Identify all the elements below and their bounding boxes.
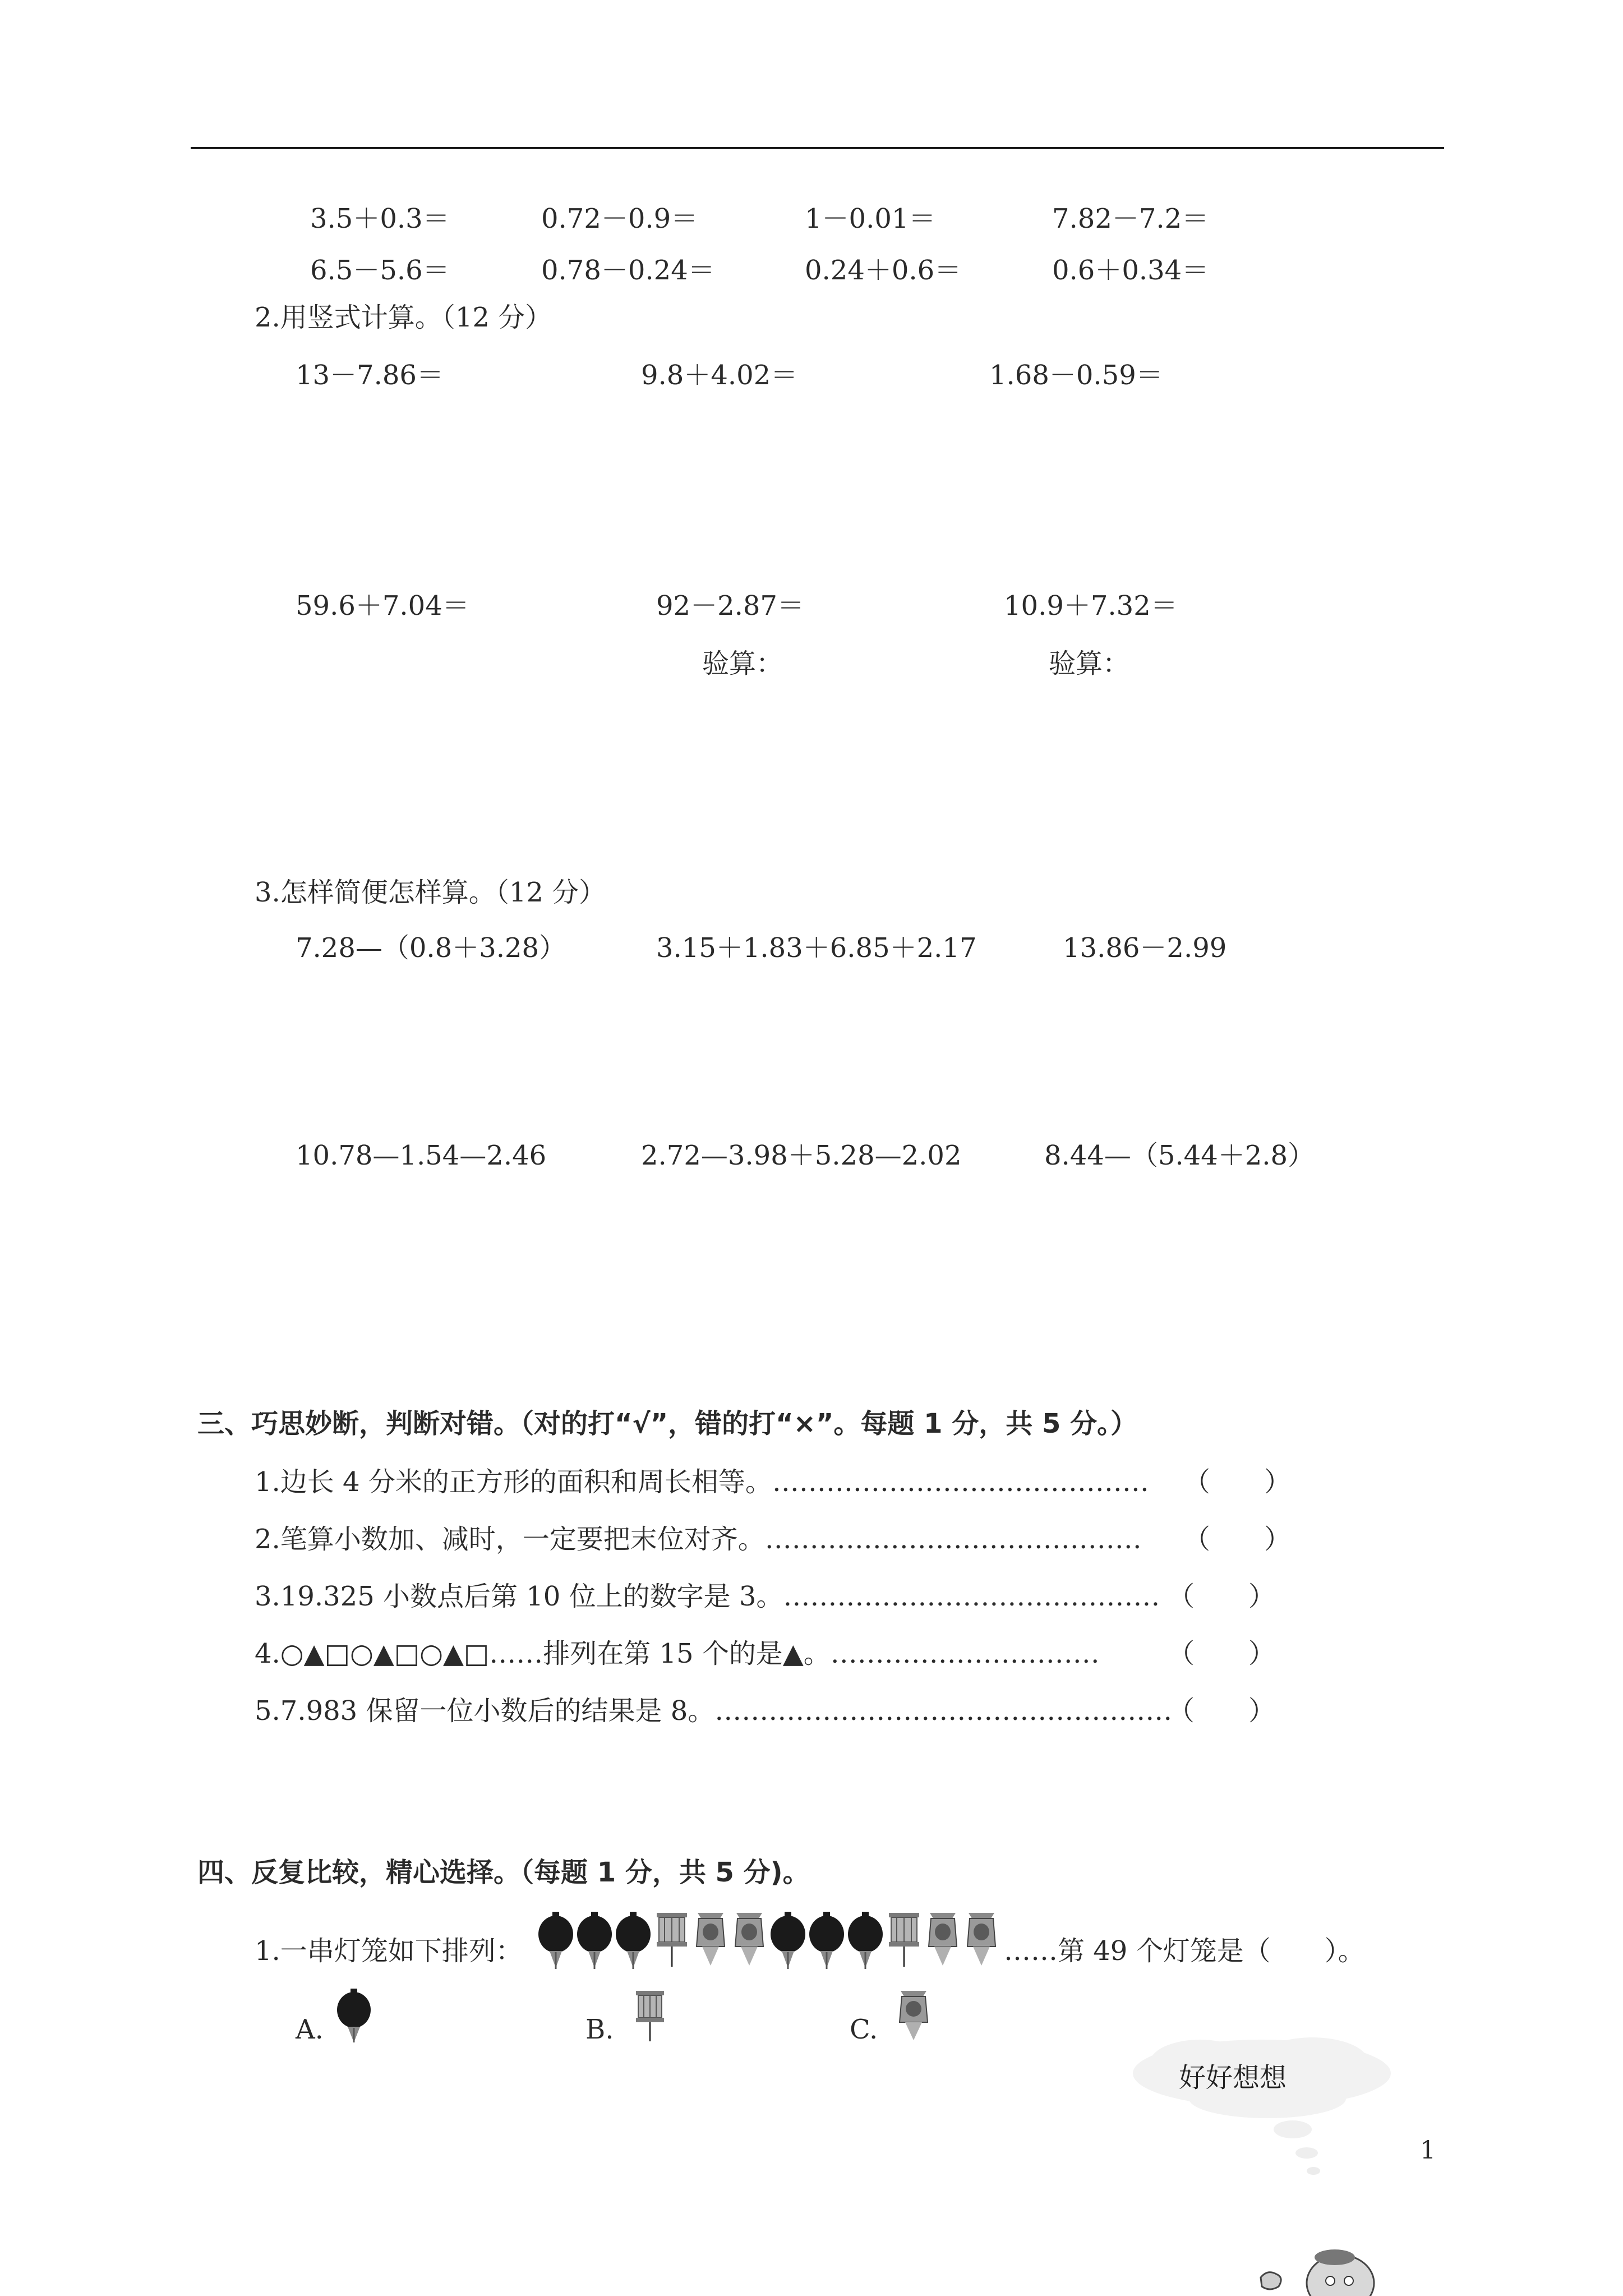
answer-blank[interactable]: （ ） bbox=[1168, 1638, 1276, 1669]
check-label: 验算： bbox=[1049, 648, 1130, 679]
oral-expr: 0.6＋0.34＝ bbox=[1052, 255, 1209, 286]
question-suffix: ……第 49 个灯笼是（ ）。 bbox=[1004, 1935, 1365, 1967]
answer-blank[interactable]: （ ） bbox=[1183, 1524, 1292, 1555]
oral-expr: 0.72－0.9＝ bbox=[541, 203, 698, 234]
round-lantern-icon bbox=[616, 1912, 651, 1969]
question-prefix: 1.一串灯笼如下排列： bbox=[255, 1935, 523, 1967]
page-number: 1 bbox=[1420, 2136, 1436, 2165]
judge-item: 1.边长 4 分米的正方形的面积和周长相等。…………………………………… bbox=[255, 1466, 1149, 1498]
check-label: 验算： bbox=[702, 648, 783, 679]
vertical-expr: 10.9＋7.32＝ bbox=[1004, 590, 1178, 622]
vertical-expr: 92－2.87＝ bbox=[656, 590, 804, 622]
header-rule bbox=[191, 147, 1444, 149]
round-lantern-icon bbox=[848, 1912, 883, 1969]
palace-lantern-icon bbox=[889, 1913, 919, 1967]
vertical-expr: 9.8＋4.02＝ bbox=[641, 360, 798, 391]
round-lantern-icon bbox=[809, 1912, 844, 1969]
hex-lantern-icon bbox=[967, 1913, 995, 1966]
section-heading-choose: 四、反复比较，精心选择。（每题 1 分，共 5 分)。 bbox=[197, 1857, 810, 1888]
section-title-simplify: 3.怎样简便怎样算。（12 分） bbox=[255, 877, 606, 908]
judge-item: 2.笔算小数加、减时，一定要把末位对齐。…………………………………… bbox=[255, 1524, 1142, 1555]
vertical-expr: 13－7.86＝ bbox=[296, 360, 444, 391]
lantern-sequence bbox=[537, 1906, 1004, 1972]
mascot-illustration bbox=[1256, 2238, 1380, 2296]
vertical-expr: 1.68－0.59＝ bbox=[989, 360, 1163, 391]
oral-expr: 3.5＋0.3＝ bbox=[310, 203, 450, 234]
simplify-expr: 7.28—（0.8＋3.28） bbox=[296, 932, 566, 964]
palace-lantern-icon[interactable] bbox=[633, 1983, 667, 2045]
simplify-expr: 8.44—（5.44＋2.8） bbox=[1044, 1140, 1315, 1171]
oral-expr: 6.5－5.6＝ bbox=[310, 255, 450, 286]
oral-expr: 0.78－0.24＝ bbox=[541, 255, 715, 286]
answer-blank[interactable]: （ ） bbox=[1168, 1581, 1276, 1612]
round-lantern-icon[interactable] bbox=[335, 1983, 372, 2045]
oral-expr: 1－0.01＝ bbox=[805, 203, 936, 234]
option-b-label[interactable]: B. bbox=[585, 2014, 614, 2045]
palace-lantern-icon bbox=[657, 1913, 687, 1967]
section-title-vertical: 2.用竖式计算。（12 分） bbox=[255, 302, 552, 333]
judge-item: 4.○▲□○▲□○▲□……排列在第 15 个的是▲。………………………… bbox=[255, 1638, 1100, 1669]
section-heading-judge: 三、巧思妙断，判断对错。（对的打“√”，错的打“×”。每题 1 分，共 5 分。） bbox=[197, 1408, 1138, 1439]
option-c-label[interactable]: C. bbox=[850, 2014, 878, 2045]
cloud-caption: 好好想想 bbox=[1179, 2062, 1287, 2093]
simplify-expr: 13.86－2.99 bbox=[1063, 932, 1227, 964]
simplify-expr: 3.15＋1.83＋6.85＋2.17 bbox=[656, 932, 977, 964]
round-lantern-icon bbox=[538, 1912, 573, 1969]
simplify-expr: 10.78—1.54—2.46 bbox=[296, 1140, 547, 1171]
answer-blank[interactable]: （ ） bbox=[1168, 1695, 1276, 1727]
round-lantern-icon bbox=[771, 1912, 805, 1969]
oral-expr: 0.24＋0.6＝ bbox=[805, 255, 962, 286]
hex-lantern-icon[interactable] bbox=[895, 1983, 932, 2045]
hex-lantern-icon bbox=[735, 1913, 763, 1966]
judge-item: 5.7.983 保留一位小数后的结果是 8。…………………………………………… bbox=[255, 1695, 1173, 1727]
simplify-expr: 2.72—3.98＋5.28—2.02 bbox=[641, 1140, 962, 1171]
answer-blank[interactable]: （ ） bbox=[1183, 1466, 1292, 1498]
round-lantern-icon bbox=[577, 1912, 612, 1969]
option-a-label[interactable]: A. bbox=[296, 2014, 324, 2045]
hex-lantern-icon bbox=[697, 1913, 725, 1966]
judge-item: 3.19.325 小数点后第 10 位上的数字是 3。…………………………………… bbox=[255, 1581, 1160, 1612]
vertical-expr: 59.6＋7.04＝ bbox=[296, 590, 469, 622]
hex-lantern-icon bbox=[929, 1913, 957, 1966]
oral-expr: 7.82－7.2＝ bbox=[1052, 203, 1209, 234]
thought-cloud bbox=[1116, 2034, 1408, 2180]
